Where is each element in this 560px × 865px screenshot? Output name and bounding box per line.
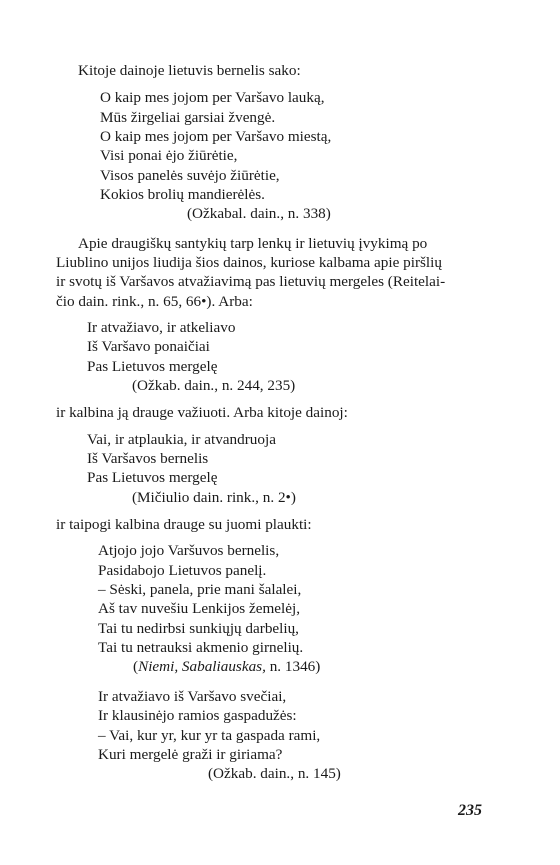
song4-source-authors: Niemi, Sabaliauskas, [138,658,266,675]
song1-source: (Ožkabal. dain., n. 338) [187,205,331,222]
song2-source: (Ožkab. dain., n. 244, 235) [132,377,296,394]
song1-line: Visi ponai ėjo žiūrėtie, [100,147,238,164]
song4-line: Tai tu nedirbsi sunkiųjų darbelių, [98,620,299,637]
song1-line: Kokios brolių mandierėlės. [100,186,265,203]
song4-line: – Sėski, panela, prie mani šalalei, [98,581,302,598]
paragraph-line: čio dain. rink., n. 65, 66•). Arba: [56,293,253,310]
song5-line: Ir atvažiavo iš Varšavo svečiai, [98,688,287,705]
paragraph-line: Apie draugiškų santykių tarp lenkų ir lietuvių įvykimą po [78,235,428,252]
song3-source: (Mičiulio dain. rink., n. 2•) [132,489,296,506]
song4-line: Aš tav nuvešiu Lenkijos žemelėj, [98,600,301,617]
song5-line: Kuri mergelė graži ir giriama? [98,746,283,763]
page-number: 235 [458,802,482,819]
song4-source-open: ( [133,658,139,675]
song1-line: Visos panelės suvėjo žiūrėtie, [100,167,280,184]
song5-line: Ir klausinėjo ramios gaspadužės: [98,707,297,724]
paragraph-line: ir svotų iš Varšavos atvažiavimą pas lietuvių mergeles (Reitelai- [56,273,446,290]
song3-line: Vai, ir atplaukia, ir atvandruoja [87,431,276,448]
song1-line: O kaip mes jojom per Varšavo lauką, [100,89,325,106]
song4-line: Tai tu netrauksi akmenio girnelių. [98,639,304,656]
song4-line: Pasidabojo Lietuvos panelį. [98,562,267,579]
song4-source-rest: n. 1346) [265,658,321,675]
song3-line: Pas Lietuvos mergelę [87,469,218,486]
paragraph-line: Liublino unijos liudija šios dainos, kuriose kalbama apie piršlių [56,254,442,271]
song1-line: Mūs žirgeliai garsiai žvengė. [100,109,276,126]
song2-line: Iš Varšavo ponaičiai [87,338,210,355]
intro-line: Kitoje dainoje lietuvis bernelis sako: [78,62,301,79]
song5-source: (Ožkab. dain., n. 145) [208,765,341,782]
song1-line: O kaip mes jojom per Varšavo miestą, [100,128,332,145]
song2-line: Ir atvažiavo, ir atkeliavo [87,319,236,336]
paragraph-line: ir taipogi kalbina drauge su juomi plaukti: [56,516,312,533]
paragraph-line: ir kalbina ją drauge važiuoti. Arba kitoje dainoj: [56,404,348,421]
song4-line: Atjojo jojo Varšuvos bernelis, [98,542,280,559]
song4-source [133,657,320,677]
song3-line: Iš Varšavos bernelis [87,450,209,467]
song5-line: – Vai, kur yr, kur yr ta gaspada rami, [98,727,321,744]
song2-line: Pas Lietuvos mergelę [87,358,218,375]
